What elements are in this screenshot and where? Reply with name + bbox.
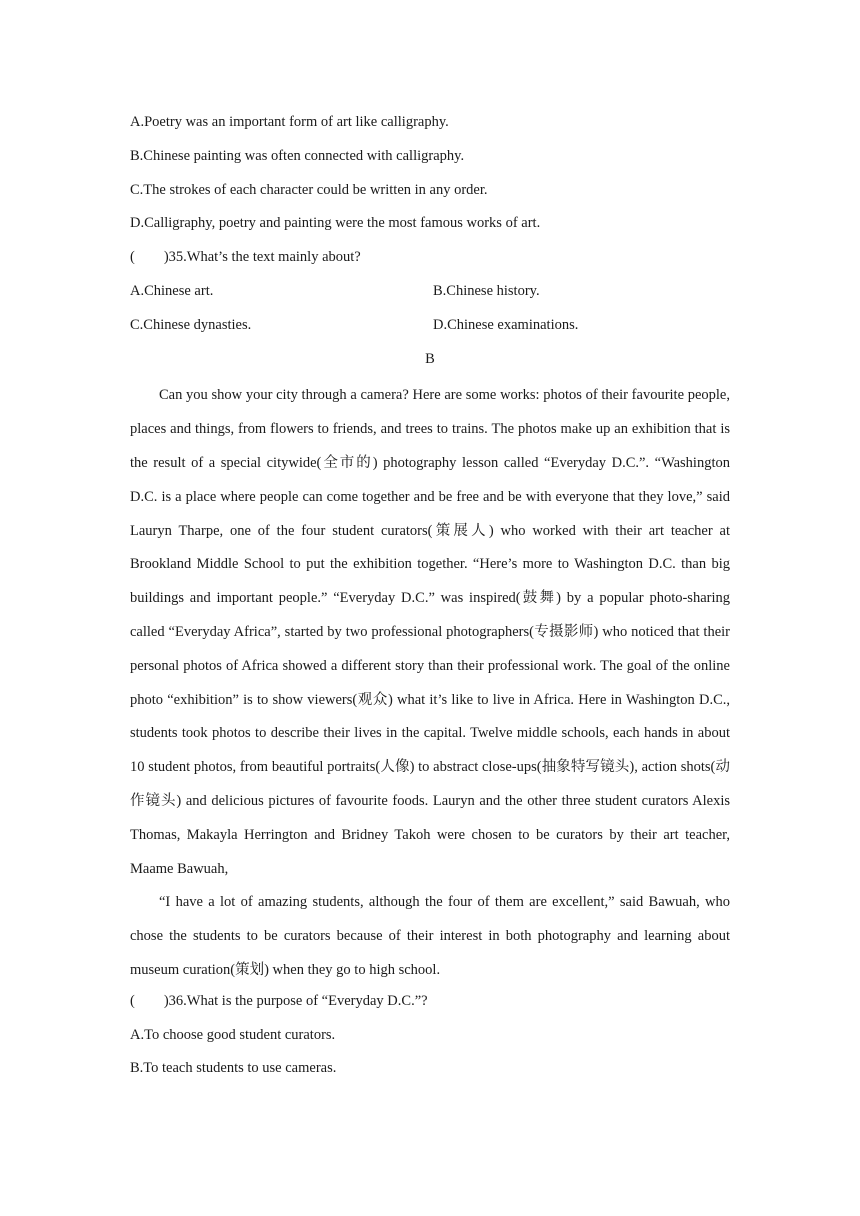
document-page <box>130 109 730 1089</box>
q35-option-a: A.Chinese art. <box>130 282 214 299</box>
q35-option-c: C.Chinese dynasties. <box>130 316 252 333</box>
section-b-heading: B <box>425 350 435 367</box>
q35-question: ( )35.What’s the text mainly about? <box>130 249 361 266</box>
q34-option-b: B.Chinese painting was often connected with calligraphy. <box>130 147 465 164</box>
q36-option-a: A.To choose good student curators. <box>130 1026 336 1043</box>
q34-option-a: A.Poetry was an important form of art like calligraphy. <box>130 114 449 130</box>
q36-question: ( )36.What is the purpose of “Everyday D.C.”? <box>130 992 428 1009</box>
q36-option-b: B.To teach students to use cameras. <box>130 1060 337 1077</box>
q35-option-b: B.Chinese history. <box>433 282 540 299</box>
q35-options-row-1 <box>130 278 730 312</box>
q34-option-d: D.Calligraphy, poetry and painting were the most famous works of art. <box>130 215 541 232</box>
passage-paragraph-2: “I have a lot of amazing students, although the four of them are excellent,” said Bawuah, who chose the students to be curators because of their interest in both photography and learning about museum curation(策划) when they go to high school. <box>130 894 730 978</box>
q35-options-row-2 <box>130 312 730 346</box>
q34-option-c: C.The strokes of each character could be written in any order. <box>130 181 488 198</box>
q35-option-d: D.Chinese examinations. <box>433 316 579 333</box>
passage-paragraph-1: Can you show your city through a camera? Here are some works: photos of their favourite people, places and things, from flowers to friends, and trees to trains. The photos make up an exhibition that is the result of a special citywide(全市的) photography lesson called “Everyday D.C.”. “Washington D.C. is a place where people can come together and be free and be with everyone that they love,” said Lauryn Tharpe, one of the four student curators(策展人) who worked with their art teacher at Brookland Middle School to put the exhibition together. “Here’s more to Washington D.C. than big buildings and important people.” “Everyday D.C.” was inspired(鼓舞) by a popular photo-sharing called “Everyday Africa”, started by two professional photographers(专摄影师) who noticed that their personal photos of Africa showed a different story than their professional work. The goal of the online photo “exhibition” is to show viewers(观众) what it’s like to live in Africa. Here in Washington D.C., students took photos to describe their lives in the capital. Twelve middle schools, each hands in about 10 student photos, from beautiful portraits(人像) to abstract close-ups(抽象特写镜头), action shots(动作镜头) and delicious pictures of favourite foods. Lauryn and the other three student curators Alexis Thomas, Makayla Herrington and Bridney Takoh were chosen to be curators by their art teacher, Maame Bawuah, <box>130 387 730 877</box>
